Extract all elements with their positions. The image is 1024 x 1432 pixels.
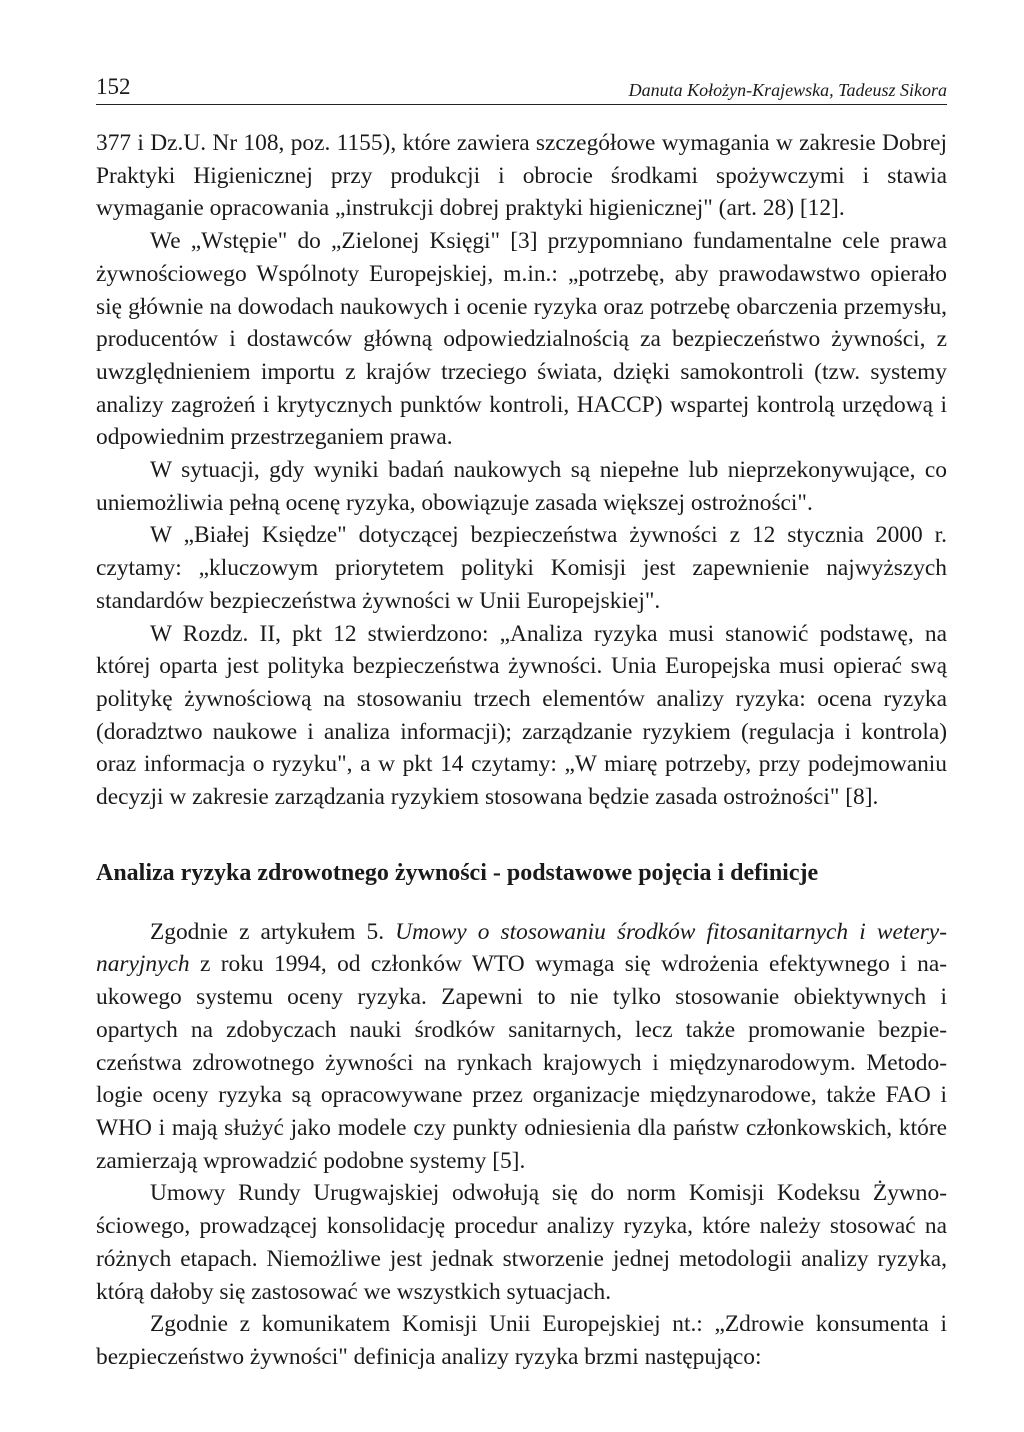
running-header — [96, 70, 947, 105]
paragraph-wto-agreement — [96, 916, 947, 1178]
body-text — [96, 127, 947, 814]
paragraph-commission-definition: Zgodnie z komunikatem Komisji Unii Europejskiej nt.: „Zdrowie konsumenta i bezpieczeństwo żywności" definicja analizy ryzyka brzmi następująco: — [96, 1311, 947, 1370]
agreement-title: Umowy o stosowaniu środków fitosanitarnych i weterynaryjnych — [96, 918, 947, 978]
paragraph-green-book: We „Wstępie" do „Zielonej Księgi" [3] przypomniano fundamentalne cele prawa żywnościowego Wspólnoty Europejskiej, m.in.: „potrzebę, aby prawodawstwo opierało się głównie na dowodach naukowych i ocenie ryzyka oraz potrzebę obarczenia przemysłu, producentów i dostawców główną odpowiedzialnością za bezpieczeństwo żywności, z uwzględnieniem importu z krajów trzeciego świata, dzięki samokontroli (tzw. systemy analizy zagrożeń i krytycznych punktów kontroli, HACCP) wspartej kontrolą urzędową i odpowiednim przestrzeganiem prawa. — [96, 228, 947, 451]
paragraph-precaution: W sytuacji, gdy wyniki badań naukowych są niepełne lub nieprzekonywujące, co uniemożliwia pełną ocenę ryzyka, obowiązuje zasada większej ostrożności". — [96, 457, 947, 516]
paragraph-wto-rest: z roku 1994, od członków WTO wymaga się wdrożenia efektywnego i naukowego systemu oceny ryzyka. Zapewni to nie tylko stosowanie obiektywnych i opartych na zdobyczach nauki środków sanitarnych, lecz także promowanie bezpieczeństwa zdrowotnego żywności na rynkach krajowych i międzynarodowym. Metodologie oceny ryzyka są opracowywane przez organizacje międzynarodowe, także FAO i WHO i mają służyć jako modele czy punkty odniesienia dla państw członkowskich, które zamierzają wprowadzić podobne systemy [5]. — [96, 951, 947, 1174]
section-heading: Analiza ryzyka zdrowotnego żywności - podstawowe pojęcia i definicje — [96, 859, 819, 886]
paragraph-chapter-ii: W Rozdz. II, pkt 12 stwierdzono: „Analiza ryzyka musi stanowić podstawę, na której oparta jest polityka bezpieczeństwa żywności. Unia Europejska musi opierać swą politykę żywnościową na stosowaniu trzech elementów analizy ryzyka: ocena ryzyka (doradztwo naukowe i analiza informacji); zarządzanie ryzykiem (regulacja i kontrola) oraz informacja o ryzyku", a w pkt 14 czytamy: „W miarę potrzeby, przy podejmowaniu decyzji w zakresie zarządzania ryzykiem stosowana będzie zasada ostrożności" [8]. — [96, 620, 947, 811]
paragraph-wto-lead: Zgodnie z artykułem 5. — [150, 918, 396, 945]
document-page — [96, 70, 947, 1374]
running-header-authors: Danuta Kołożyn-Krajewska, Tadeusz Sikora — [628, 80, 947, 100]
page-number: 152 — [96, 74, 131, 99]
paragraph-white-book: W „Białej Księdze" dotyczącej bezpieczeństwa żywności z 12 stycznia 2000 r. czytamy: „kluczowym priorytetem polityki Komisji jest zapewnienie najwyższych standardów bezpieczeństwa żywności w Unii Europejskiej". — [96, 522, 947, 614]
paragraph-uruguay-round: Umowy Rundy Urugwajskiej odwołują się do norm Komisji Kodeksu Żywnościowego, prowadzącej konsolidację procedur analizy ryzyka, które należy stosować na różnych etapach. Niemożliwe jest jednak stworzenie jednej metodologii analizy ryzyka, którą dałoby się zastosować we wszystkich sytuacjach. — [96, 1180, 947, 1305]
section-body — [96, 916, 947, 1374]
paragraph-continuation: 377 i Dz.U. Nr 108, poz. 1155), które zawiera szczegółowe wymagania w zakresie Dobrej Praktyki Higienicznej przy produkcji i obrocie środkami spożywczymi i stawia wymaganie opracowania „instrukcji dobrej praktyki higienicznej" (art. 28) [12]. — [96, 130, 947, 222]
